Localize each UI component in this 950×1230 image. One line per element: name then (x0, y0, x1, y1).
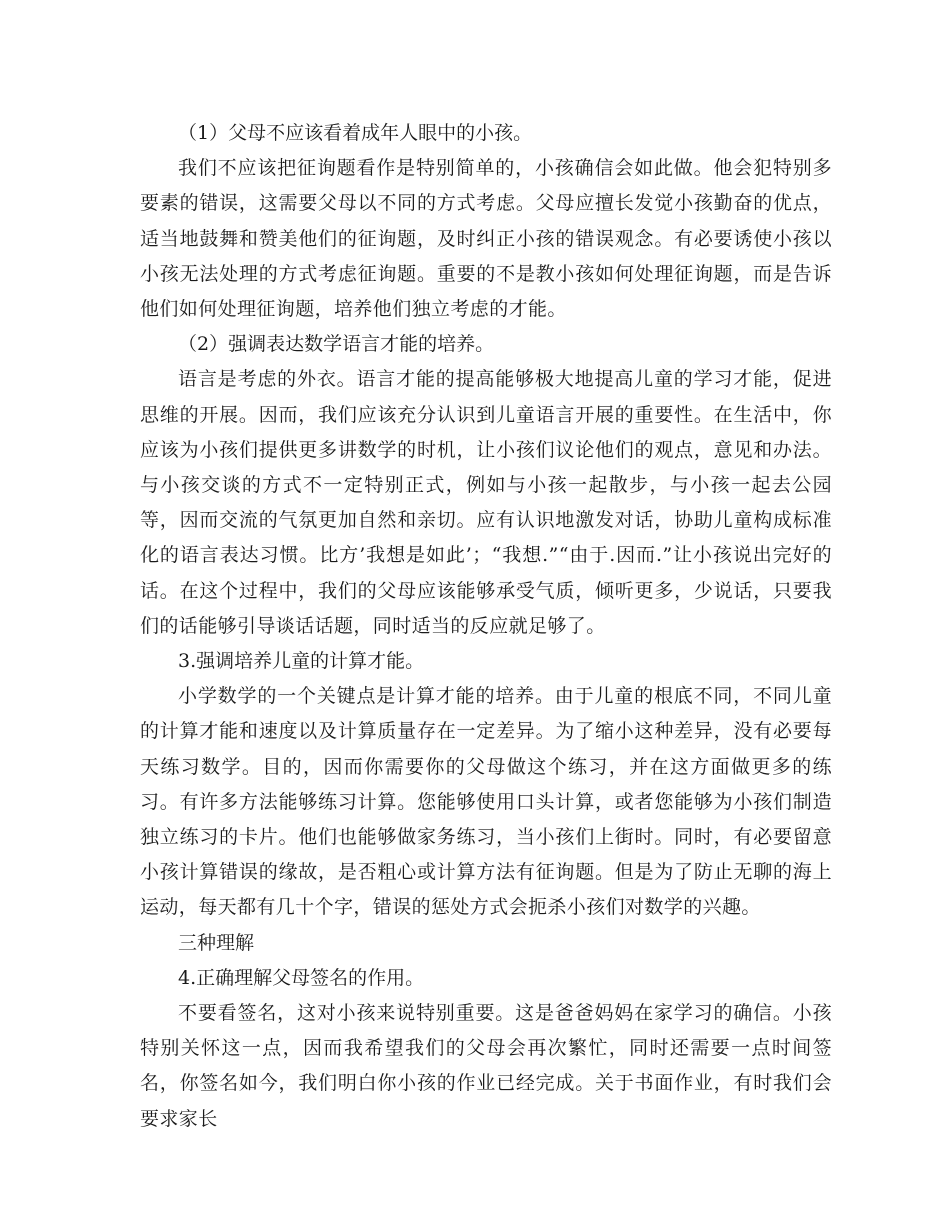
section-heading-parent-signature: 4.正确理解父母签名的作用。 (178, 966, 425, 989)
section-heading-math-language: （2）强调表达数学语言才能的培养。 (178, 333, 495, 356)
paragraph-signature: 不要看签名，这对小孩来说特别重要。这是爸爸妈妈在家学习的确信。小孩特别关怀这一点，因而我希望我们的父母会再次繁忙，同时还需要一点时间签名，你签名如今，我们明白你小孩的作业已经完成。关于书面作业，有时我们会要求家长 (140, 1002, 832, 1130)
paragraph-language-ability: 语言是考虑的外衣。语言才能的提高能够极大地提高儿童的学习才能，促进思维的开展。因而，我们应该充分认识到儿童语言开展的重要性。在生活中，你应该为小孩们提供更多讲数学的时机，让小孩们议论他们的观点，意见和办法。与小孩交谈的方式不一定特别正式，例如与小孩一起散步，与小孩一起去公园等，因而交流的气氛更加自然和亲切。应有认识地激发对话，协助儿童构成标准化的语言表达习惯。比方’我想是如此’；“我想.”“由于.因而.”让小孩说出完好的话。在这个过程中，我们的父母应该能够承受气质，倾听更多，少说话，只要我们的话能够引导谈话话题，同时适当的反应就足够了。 (140, 368, 832, 637)
section-heading-three-understandings: 三种理解 (178, 931, 255, 954)
paragraph-problem-thinking: 我们不应该把征询题看作是特别简单的，小孩确信会如此做。他会犯特别多要素的错误，这需要父母以不同的方式考虑。父母应擅长发觉小孩勤奋的优点，适当地鼓舞和赞美他们的征询题，及时纠正小孩的错误观念。有必要诱使小孩以小孩无法处理的方式考虑征询题。重要的不是教小孩如何处理征询题，而是告诉他们如何处理征询题，培养他们独立考虑的才能。 (140, 157, 832, 321)
section-heading-calculation: 3.强调培养儿童的计算才能。 (178, 650, 425, 673)
section-heading-parents-view: （1）父母不应该看着成年人眼中的小孩。 (178, 122, 533, 144)
paragraph-calculation-ability: 小学数学的一个关键点是计算才能的培养。由于儿童的根底不同，不同儿童的计算才能和速度以及计算质量存在一定差异。为了缩小这种差异，没有必要每天练习数学。目的，因而你需要你的父母做这个练习，并在这方面做更多的练习。有许多方法能够练习计算。您能够使用口头计算，或者您能够为小孩们制造独立练习的卡片。他们也能够做家务练习，当小孩们上街时。同时，有必要留意小孩计算错误的缘故，是否粗心或计算方法有征询题。但是为了防止无聊的海上运动，每天都有几十个字，错误的惩处方式会扼杀小孩们对数学的兴趣。 (140, 685, 832, 919)
